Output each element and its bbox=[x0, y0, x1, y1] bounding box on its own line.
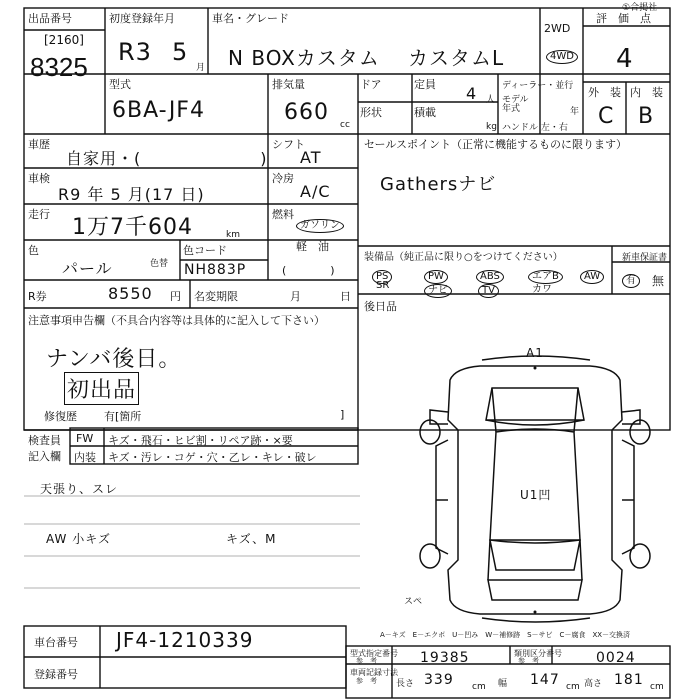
shift-value: AT bbox=[300, 148, 322, 167]
recycle-amount: 8550 bbox=[108, 284, 153, 303]
type-value: 6BA-JF4 bbox=[112, 98, 205, 123]
chassis-value: JF4-1210339 bbox=[116, 628, 254, 652]
equipment-aw: AW bbox=[580, 264, 604, 284]
equipment-navi: ナビ bbox=[424, 278, 452, 298]
notes-label: 注意事項申告欄（不具合内容等は具体的に記入して下さい） bbox=[28, 314, 325, 327]
mileage-label: 走行 bbox=[28, 208, 50, 221]
warranty-label: 新車保証書 bbox=[622, 253, 668, 263]
int-label: 内 装 bbox=[630, 86, 663, 99]
grade: カスタムL bbox=[408, 46, 505, 70]
color-changed-label: 色替 bbox=[150, 259, 169, 269]
reg-year: R3 bbox=[118, 38, 152, 66]
rear-label: スペ bbox=[404, 597, 423, 607]
ext-grade: C bbox=[598, 104, 615, 129]
handle-label: ハンドル 左・右 bbox=[502, 123, 568, 133]
auction-no-label: 出品番号 bbox=[28, 12, 72, 25]
model-year-label: モデル年式 bbox=[502, 95, 529, 114]
name-change-month: 月 bbox=[290, 290, 301, 303]
displacement-value: 660 bbox=[284, 100, 329, 125]
category-ref: 参 考 bbox=[518, 657, 539, 665]
repair-value: 有[箇所 bbox=[104, 410, 142, 423]
score-label: 評 価 点 bbox=[596, 12, 651, 25]
equipment-label: 装備品（純正品に限り○をつけてください） bbox=[364, 252, 563, 263]
year-unit: 年 bbox=[570, 107, 580, 117]
lane-code: [2160] bbox=[44, 33, 84, 47]
damage-mark-a1: A1 bbox=[526, 346, 544, 360]
height-unit: cm bbox=[650, 682, 664, 692]
person-unit: 人 bbox=[486, 95, 496, 105]
corner-note: ①合掲社 bbox=[622, 3, 658, 13]
length-unit: cm bbox=[472, 682, 486, 692]
equipment-airbag: エアB bbox=[528, 264, 563, 284]
inspection-label: 車検 bbox=[28, 172, 50, 185]
mileage-value: 1万7千604 bbox=[72, 215, 193, 240]
repair-label: 修復歴 bbox=[44, 410, 77, 423]
fuel-gas: ガソリン bbox=[296, 218, 344, 233]
sales-points-label: セールスポイント（正常に機能するものに限ります） bbox=[364, 138, 628, 151]
kg-unit: kg bbox=[486, 122, 497, 132]
height-label: 高さ bbox=[584, 679, 603, 689]
colorcode-value: NH883P bbox=[184, 262, 247, 278]
dims-ref: 参 考 bbox=[356, 677, 377, 685]
width-unit: cm bbox=[566, 682, 580, 692]
dims-label: 車両記録寸法 bbox=[350, 668, 398, 677]
fw-label: FW bbox=[76, 432, 94, 445]
inspector-line2a: AW 小キズ bbox=[46, 532, 111, 546]
int-grade: B bbox=[638, 104, 655, 129]
reg-month: 5 bbox=[172, 38, 189, 66]
history-value: 自家用・( ) bbox=[66, 149, 268, 168]
damage-legend: A－キズ E－エクボ U－凹み W－補修跡 S－サビ C－腐食 XX－交換済 bbox=[380, 631, 631, 639]
yen-unit: 円 bbox=[170, 290, 181, 303]
name-change-day: 日 bbox=[340, 290, 351, 303]
category-label: 類別区分番号 bbox=[514, 649, 562, 658]
fw-text: キズ・飛石・ヒビ割・リペア跡・×要 bbox=[108, 434, 293, 447]
load-label: 積載 bbox=[414, 106, 436, 119]
equipment-leather: カワ bbox=[532, 284, 552, 295]
name-change-label: 名変期限 bbox=[194, 290, 238, 303]
type-label: 型式 bbox=[109, 78, 131, 91]
notes-line1: ナンバ後日。 bbox=[46, 347, 182, 372]
drive-4wd: 4WD bbox=[546, 44, 578, 64]
shape-label: 形状 bbox=[360, 106, 382, 119]
equipment-ps: PS bbox=[372, 264, 392, 284]
dealer-label: ディーラー・並行 bbox=[502, 81, 574, 91]
color-label: 色 bbox=[28, 244, 39, 257]
equipment-abs: ABS bbox=[476, 264, 504, 284]
ac-value: A/C bbox=[300, 182, 331, 201]
int-label: 内装 bbox=[74, 451, 96, 464]
model-label: 車名・グレード bbox=[212, 12, 289, 25]
cc-unit: cc bbox=[340, 120, 350, 130]
colorcode-label: 色コード bbox=[183, 244, 227, 257]
recycle-label: R券 bbox=[28, 290, 47, 303]
ac-label: 冷房 bbox=[272, 172, 294, 185]
length-label: 長さ bbox=[396, 679, 415, 689]
category-value: 0024 bbox=[596, 650, 636, 666]
height-value: 181 bbox=[614, 672, 644, 688]
warranty-no: 無 bbox=[652, 274, 665, 288]
inspector-line1: 天張り、スレ bbox=[40, 482, 119, 496]
sales-points-value: Gathersナビ bbox=[380, 174, 497, 195]
entry-label: 記入欄 bbox=[28, 450, 61, 463]
chassis-label: 車台番号 bbox=[34, 636, 78, 649]
fuel-label: 燃料 bbox=[272, 208, 294, 221]
capacity-label: 定員 bbox=[414, 78, 436, 91]
inspector-line2b: キズ、M bbox=[226, 532, 277, 546]
later-label: 後日品 bbox=[364, 300, 397, 313]
equipment-tv: TV bbox=[478, 278, 499, 298]
width-label: 幅 bbox=[498, 679, 508, 689]
first-reg-label: 初度登録年月 bbox=[109, 12, 175, 25]
history-label: 車歴 bbox=[28, 138, 50, 151]
repair-bracket: ] bbox=[340, 408, 345, 421]
auction-number: 8325 bbox=[30, 52, 88, 82]
color-value: パール bbox=[62, 259, 113, 278]
inspector-label: 検査員 bbox=[28, 434, 61, 447]
displacement-label: 排気量 bbox=[272, 78, 305, 91]
equipment-sr: SR bbox=[376, 280, 390, 291]
notes-line2: 初出品 bbox=[64, 372, 139, 405]
shift-label: シフト bbox=[272, 138, 305, 151]
reg-no-label: 登録番号 bbox=[34, 668, 78, 681]
score-value: 4 bbox=[616, 44, 634, 74]
type-spec-value: 19385 bbox=[420, 650, 470, 666]
model-name: N BOXカスタム bbox=[228, 46, 380, 70]
type-spec-label: 型式指定番号 bbox=[350, 649, 398, 658]
capacity-value: 4 bbox=[466, 84, 478, 103]
warranty-yes: 有 bbox=[622, 272, 640, 288]
damage-mark-u1: U1凹 bbox=[520, 488, 552, 502]
length-value: 339 bbox=[424, 672, 454, 688]
int-text: キズ・汚レ・コゲ・穴・乙レ・キレ・破レ bbox=[108, 451, 317, 464]
inspection-value: R9 年 5 月(17 日) bbox=[58, 185, 205, 204]
km-unit: km bbox=[226, 230, 240, 240]
equipment-pw: PW bbox=[424, 264, 448, 284]
drive-2wd: 2WD bbox=[544, 22, 571, 35]
door-label: ドア bbox=[360, 78, 382, 91]
ext-label: 外 装 bbox=[588, 86, 621, 99]
month-unit: 月 bbox=[196, 63, 206, 73]
fuel-other: ( ) bbox=[282, 264, 335, 277]
fuel-diesel: 軽 油 bbox=[296, 240, 329, 253]
width-value: 147 bbox=[530, 672, 560, 688]
type-spec-ref: 参 考 bbox=[356, 657, 377, 665]
